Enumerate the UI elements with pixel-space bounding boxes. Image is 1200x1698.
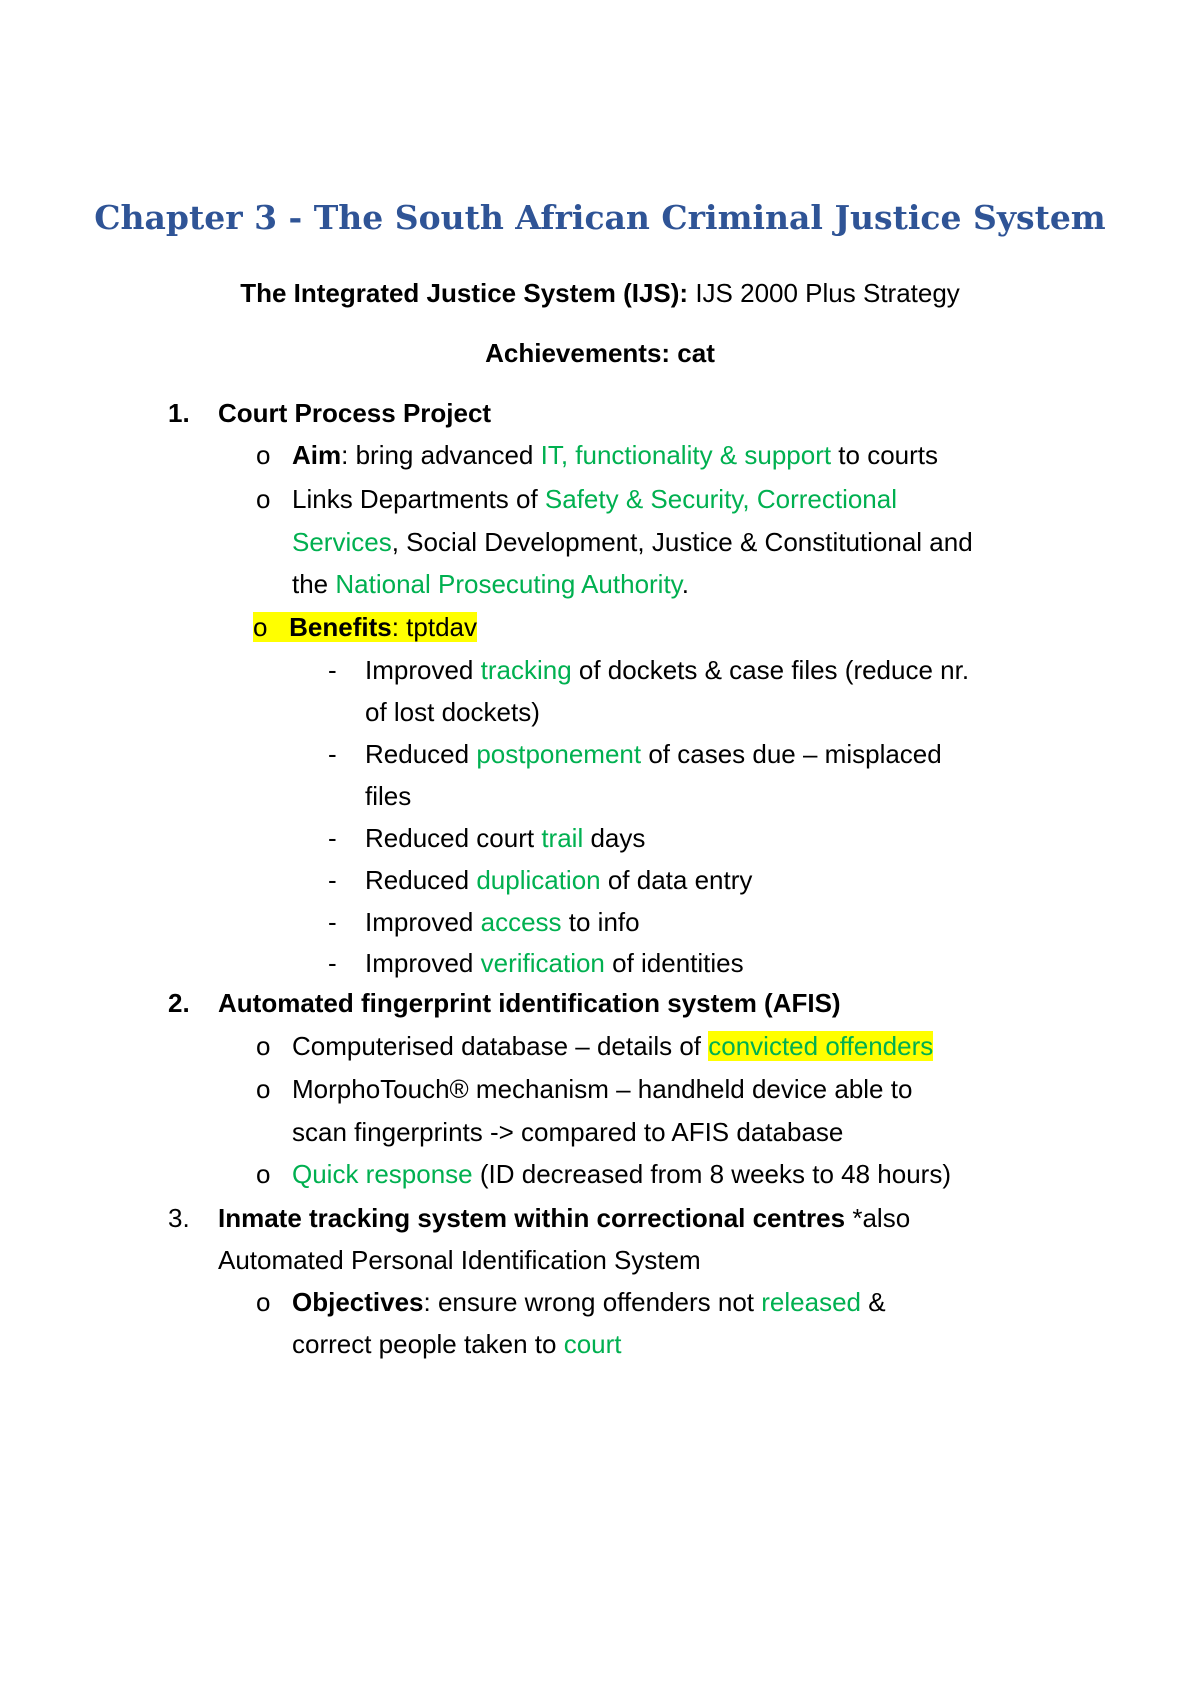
benefit-item-continued: files <box>365 781 412 811</box>
dash: - <box>328 739 337 769</box>
links-green: Services <box>292 527 392 557</box>
item-text: days <box>583 823 646 853</box>
bullet: o <box>256 484 271 514</box>
subtitle-text: IJS 2000 Plus Strategy <box>688 278 960 308</box>
benefits-highlight <box>253 612 477 642</box>
achievements-heading: Achievements: cat <box>485 338 715 368</box>
links-green: National Prosecuting Authority <box>335 569 682 599</box>
links-line-1 <box>292 482 897 516</box>
item-text: of cases due – misplaced <box>641 739 942 769</box>
item-keyword: access <box>480 907 562 937</box>
section-2-heading: Automated fingerprint identification system (AFIS) <box>218 988 841 1018</box>
benefit-item <box>365 863 752 897</box>
links-line-3 <box>292 567 689 601</box>
section-3-heading-line <box>218 1201 910 1235</box>
links-text: , Social Development, Justice & Constitutional and <box>391 527 973 557</box>
bullet: o <box>253 612 268 642</box>
morphotouch-line-1: MorphoTouch® mechanism – handheld device able to <box>292 1074 913 1104</box>
quick-response-text: (ID decreased from 8 weeks to 48 hours) <box>472 1159 951 1189</box>
objectives-text: & <box>860 1287 886 1317</box>
objectives-text: : ensure wrong offenders not <box>423 1287 762 1317</box>
links-line-2 <box>292 525 973 559</box>
section-1-heading: Court Process Project <box>218 398 492 428</box>
aim-line <box>292 438 938 472</box>
quick-response-line <box>292 1157 951 1191</box>
links-text: the <box>292 569 336 599</box>
bullet: o <box>256 1074 271 1104</box>
objectives-line-1 <box>292 1285 886 1319</box>
objectives-label: Objectives <box>292 1287 424 1317</box>
section-2-number: 2. <box>168 988 190 1018</box>
aim-text: : bring advanced <box>341 440 541 470</box>
page-title: Chapter 3 - The South African Criminal Justice System <box>94 198 1106 237</box>
benefit-item <box>365 905 640 939</box>
dash: - <box>328 948 337 978</box>
afis-text: Computerised database – details of <box>292 1031 709 1061</box>
item-text: to info <box>561 907 640 937</box>
quick-response-label: Quick response <box>292 1159 473 1189</box>
links-text: Links Departments of <box>292 484 545 514</box>
item-keyword: trail <box>541 823 584 853</box>
bullet: o <box>256 440 271 470</box>
item-keyword: tracking <box>480 655 572 685</box>
benefit-item-continued: of lost dockets) <box>365 697 540 727</box>
bullet: o <box>256 1031 271 1061</box>
aim-text-end: to courts <box>831 440 939 470</box>
benefits-label: Benefits <box>289 612 392 642</box>
item-text: Improved <box>365 948 481 978</box>
item-text: of identities <box>604 948 744 978</box>
item-text: Reduced <box>365 865 477 895</box>
morphotouch-line-2: scan fingerprints -> compared to AFIS database <box>292 1117 844 1147</box>
item-text: of dockets & case files (reduce nr. <box>571 655 970 685</box>
links-text: . <box>681 569 689 599</box>
item-text: Reduced court <box>365 823 542 853</box>
section-3-number: 3. <box>168 1203 190 1233</box>
convicted-offenders-highlight: convicted offenders <box>708 1031 934 1061</box>
section-1-number: 1. <box>168 398 190 428</box>
dash: - <box>328 655 337 685</box>
dash: - <box>328 865 337 895</box>
afis-database-line <box>292 1029 933 1063</box>
objectives-keyword: court <box>563 1329 622 1359</box>
section-3-heading: Inmate tracking system within correctional centres <box>218 1203 846 1233</box>
aim-label: Aim <box>292 440 342 470</box>
benefit-item <box>365 737 942 771</box>
section-3-note: *also <box>845 1203 911 1233</box>
bullet: o <box>256 1287 271 1317</box>
subtitle <box>0 276 1200 310</box>
item-text: of data entry <box>600 865 753 895</box>
item-text: Reduced <box>365 739 477 769</box>
objectives-text: correct people taken to <box>292 1329 564 1359</box>
subtitle-label: The Integrated Justice System (IJS): <box>240 278 689 308</box>
item-keyword: verification <box>480 948 605 978</box>
benefits-line <box>253 610 477 644</box>
links-green: Safety & Security, Correctional <box>544 484 897 514</box>
dash: - <box>328 823 337 853</box>
item-text: Improved <box>365 655 481 685</box>
aim-highlight-text: IT, functionality & support <box>540 440 832 470</box>
item-keyword: postponement <box>476 739 642 769</box>
objectives-keyword: released <box>761 1287 861 1317</box>
dash: - <box>328 907 337 937</box>
section-3-subheading: Automated Personal Identification System <box>218 1245 701 1275</box>
benefit-item <box>365 821 645 855</box>
item-text: Improved <box>365 907 481 937</box>
benefit-item <box>365 653 969 687</box>
bullet: o <box>256 1159 271 1189</box>
item-keyword: duplication <box>476 865 601 895</box>
benefit-item <box>365 946 744 980</box>
objectives-line-2 <box>292 1327 622 1361</box>
benefits-text: : tptdav <box>391 612 477 642</box>
